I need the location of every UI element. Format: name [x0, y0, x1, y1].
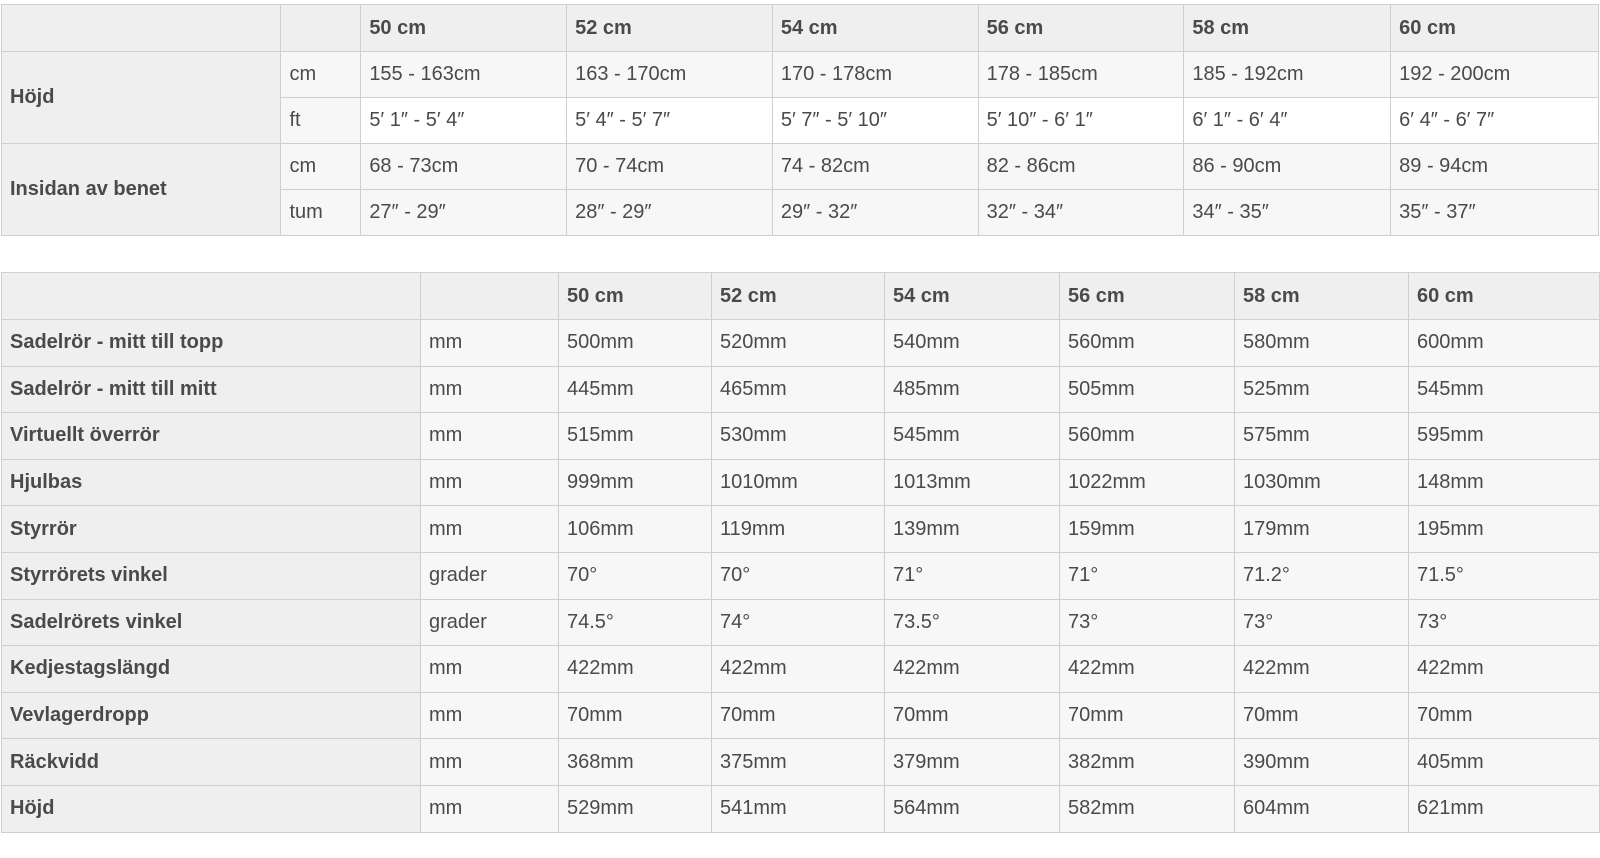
value-cell: 71°	[885, 552, 1060, 599]
value-cell: 106mm	[559, 506, 712, 553]
value-cell: 89 - 94cm	[1391, 144, 1599, 190]
value-cell: 70mm	[1409, 692, 1600, 739]
value-cell: 422mm	[1235, 646, 1409, 693]
unit-cell: mm	[421, 739, 559, 786]
value-cell: 5′ 7″ - 5′ 10″	[772, 98, 978, 144]
value-cell: 73.5°	[885, 599, 1060, 646]
value-cell: 5′ 4″ - 5′ 7″	[567, 98, 773, 144]
unit-cell: mm	[421, 366, 559, 413]
value-cell: 520mm	[712, 320, 885, 367]
value-cell: 375mm	[712, 739, 885, 786]
value-cell: 422mm	[559, 646, 712, 693]
unit-cell: tum	[281, 190, 361, 236]
header-empty-cell	[2, 273, 421, 320]
row-label: Styrrör	[2, 506, 421, 553]
header-empty-cell	[2, 5, 281, 52]
value-cell: 70 - 74cm	[567, 144, 773, 190]
table-row	[2, 599, 1600, 646]
value-cell: 560mm	[1060, 413, 1235, 460]
table-header-row	[2, 273, 1600, 320]
header-unit-cell	[421, 273, 559, 320]
unit-cell: mm	[421, 413, 559, 460]
table-row	[2, 320, 1600, 367]
size-header: 52 cm	[567, 5, 773, 52]
value-cell: 195mm	[1409, 506, 1600, 553]
size-header: 58 cm	[1235, 273, 1409, 320]
table-row	[2, 459, 1600, 506]
value-cell: 73°	[1235, 599, 1409, 646]
value-cell: 6′ 4″ - 6′ 7″	[1391, 98, 1599, 144]
unit-cell: grader	[421, 599, 559, 646]
value-cell: 119mm	[712, 506, 885, 553]
value-cell: 74 - 82cm	[772, 144, 978, 190]
value-cell: 595mm	[1409, 413, 1600, 460]
value-cell: 485mm	[885, 366, 1060, 413]
value-cell: 34″ - 35″	[1184, 190, 1391, 236]
value-cell: 368mm	[559, 739, 712, 786]
value-cell: 580mm	[1235, 320, 1409, 367]
row-label: Virtuellt överrör	[2, 413, 421, 460]
value-cell: 139mm	[885, 506, 1060, 553]
unit-cell: mm	[421, 459, 559, 506]
value-cell: 70mm	[712, 692, 885, 739]
value-cell: 564mm	[885, 785, 1060, 832]
unit-cell: mm	[421, 320, 559, 367]
value-cell: 148mm	[1409, 459, 1600, 506]
row-label: Vevlagerdropp	[2, 692, 421, 739]
size-header: 54 cm	[885, 273, 1060, 320]
value-cell: 70mm	[885, 692, 1060, 739]
value-cell: 465mm	[712, 366, 885, 413]
value-cell: 541mm	[712, 785, 885, 832]
table-header-row	[2, 5, 1599, 52]
row-group-label: Höjd	[2, 52, 281, 144]
value-cell: 600mm	[1409, 320, 1600, 367]
table-row	[2, 144, 1599, 190]
value-cell: 74°	[712, 599, 885, 646]
value-cell: 71.2°	[1235, 552, 1409, 599]
value-cell: 82 - 86cm	[978, 144, 1184, 190]
value-cell: 999mm	[559, 459, 712, 506]
value-cell: 5′ 1″ - 5′ 4″	[361, 98, 567, 144]
unit-cell: cm	[281, 52, 361, 98]
rider-size-table	[1, 4, 1599, 236]
size-header: 60 cm	[1409, 273, 1600, 320]
value-cell: 422mm	[1060, 646, 1235, 693]
unit-cell: mm	[421, 506, 559, 553]
size-header: 50 cm	[559, 273, 712, 320]
table-row	[2, 52, 1599, 98]
row-label: Sadelrör - mitt till mitt	[2, 366, 421, 413]
value-cell: 575mm	[1235, 413, 1409, 460]
value-cell: 390mm	[1235, 739, 1409, 786]
value-cell: 155 - 163cm	[361, 52, 567, 98]
value-cell: 1030mm	[1235, 459, 1409, 506]
size-header: 52 cm	[712, 273, 885, 320]
value-cell: 405mm	[1409, 739, 1600, 786]
unit-cell: mm	[421, 646, 559, 693]
unit-cell: cm	[281, 144, 361, 190]
value-cell: 71°	[1060, 552, 1235, 599]
table-row	[2, 692, 1600, 739]
value-cell: 379mm	[885, 739, 1060, 786]
value-cell: 530mm	[712, 413, 885, 460]
value-cell: 445mm	[559, 366, 712, 413]
header-unit-cell	[281, 5, 361, 52]
row-label: Styrrörets vinkel	[2, 552, 421, 599]
value-cell: 545mm	[1409, 366, 1600, 413]
value-cell: 1010mm	[712, 459, 885, 506]
value-cell: 422mm	[885, 646, 1060, 693]
value-cell: 6′ 1″ - 6′ 4″	[1184, 98, 1391, 144]
value-cell: 163 - 170cm	[567, 52, 773, 98]
value-cell: 560mm	[1060, 320, 1235, 367]
value-cell: 604mm	[1235, 785, 1409, 832]
value-cell: 28″ - 29″	[567, 190, 773, 236]
value-cell: 71.5°	[1409, 552, 1600, 599]
value-cell: 29″ - 32″	[772, 190, 978, 236]
value-cell: 32″ - 34″	[978, 190, 1184, 236]
table-row	[2, 646, 1600, 693]
value-cell: 545mm	[885, 413, 1060, 460]
value-cell: 35″ - 37″	[1391, 190, 1599, 236]
value-cell: 74.5°	[559, 599, 712, 646]
value-cell: 5′ 10″ - 6′ 1″	[978, 98, 1184, 144]
value-cell: 70mm	[559, 692, 712, 739]
value-cell: 70°	[559, 552, 712, 599]
table-row	[2, 739, 1600, 786]
table-row	[2, 785, 1600, 832]
value-cell: 1013mm	[885, 459, 1060, 506]
table-row	[2, 413, 1600, 460]
size-header: 56 cm	[978, 5, 1184, 52]
size-header: 60 cm	[1391, 5, 1599, 52]
value-cell: 27″ - 29″	[361, 190, 567, 236]
value-cell: 1022mm	[1060, 459, 1235, 506]
value-cell: 73°	[1409, 599, 1600, 646]
value-cell: 529mm	[559, 785, 712, 832]
unit-cell: grader	[421, 552, 559, 599]
value-cell: 582mm	[1060, 785, 1235, 832]
row-label: Kedjestagslängd	[2, 646, 421, 693]
value-cell: 500mm	[559, 320, 712, 367]
value-cell: 422mm	[712, 646, 885, 693]
size-header: 54 cm	[772, 5, 978, 52]
value-cell: 540mm	[885, 320, 1060, 367]
row-label: Hjulbas	[2, 459, 421, 506]
size-header: 56 cm	[1060, 273, 1235, 320]
value-cell: 382mm	[1060, 739, 1235, 786]
row-group-label: Insidan av benet	[2, 144, 281, 236]
value-cell: 70mm	[1235, 692, 1409, 739]
value-cell: 192 - 200cm	[1391, 52, 1599, 98]
value-cell: 159mm	[1060, 506, 1235, 553]
table-row	[2, 506, 1600, 553]
table-row	[2, 366, 1600, 413]
table-row	[2, 552, 1600, 599]
row-label: Sadelrör - mitt till topp	[2, 320, 421, 367]
value-cell: 86 - 90cm	[1184, 144, 1391, 190]
value-cell: 70mm	[1060, 692, 1235, 739]
value-cell: 525mm	[1235, 366, 1409, 413]
unit-cell: mm	[421, 785, 559, 832]
value-cell: 73°	[1060, 599, 1235, 646]
row-label: Höjd	[2, 785, 421, 832]
size-header: 50 cm	[361, 5, 567, 52]
size-header: 58 cm	[1184, 5, 1391, 52]
value-cell: 185 - 192cm	[1184, 52, 1391, 98]
value-cell: 178 - 185cm	[978, 52, 1184, 98]
value-cell: 179mm	[1235, 506, 1409, 553]
value-cell: 621mm	[1409, 785, 1600, 832]
row-label: Räckvidd	[2, 739, 421, 786]
value-cell: 68 - 73cm	[361, 144, 567, 190]
frame-geometry-table	[1, 272, 1600, 833]
value-cell: 515mm	[559, 413, 712, 460]
value-cell: 422mm	[1409, 646, 1600, 693]
row-label: Sadelrörets vinkel	[2, 599, 421, 646]
value-cell: 505mm	[1060, 366, 1235, 413]
value-cell: 70°	[712, 552, 885, 599]
unit-cell: ft	[281, 98, 361, 144]
unit-cell: mm	[421, 692, 559, 739]
value-cell: 170 - 178cm	[772, 52, 978, 98]
